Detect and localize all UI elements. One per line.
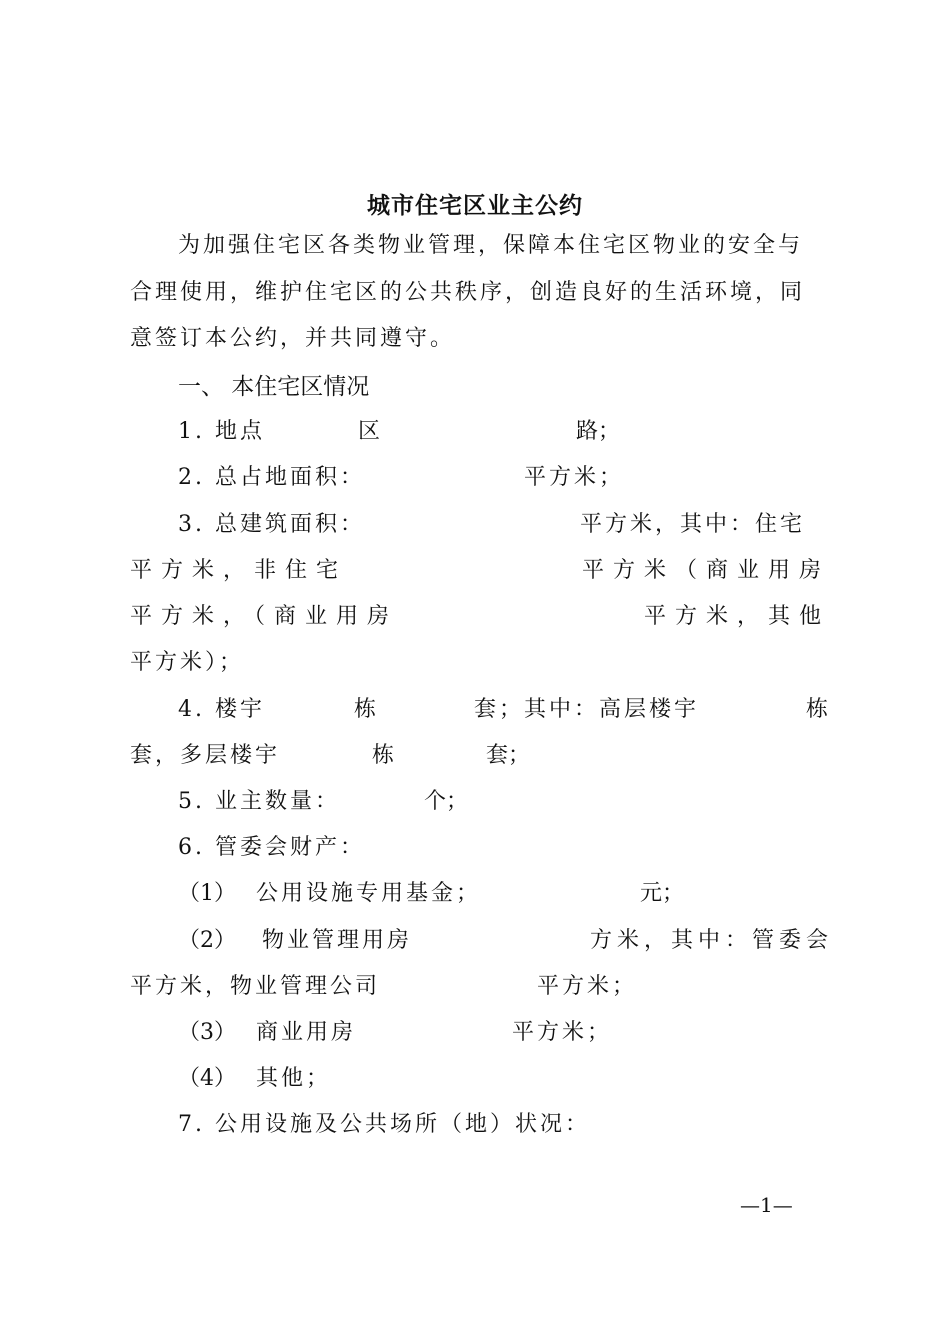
item-6-sub-3-num: （3） xyxy=(178,1020,236,1045)
item-5-unit: 个； xyxy=(424,789,469,814)
item-4-label: 4. 楼宇 xyxy=(178,697,265,722)
section-heading: 一、 本住宅区情况 xyxy=(178,374,370,400)
item-4-tao-mid: 套；其中：高层楼宇 xyxy=(474,697,700,722)
item-4-dong: 栋 xyxy=(354,697,377,722)
item-4-line-2-a: 套，多层楼宇 xyxy=(130,743,281,768)
item-3-line-3 xyxy=(130,603,830,631)
item-3-line-4: 平方米）； xyxy=(130,650,245,675)
item-1-district: 区 xyxy=(358,419,381,444)
item-6-sub-2-line-2-a: 平方米，物业管理公司 xyxy=(130,974,381,999)
intro-line-2: 合理使用，维护住宅区的公共秩序，创造良好的生活环境，同 xyxy=(130,280,806,305)
item-2-unit: 平方米； xyxy=(524,465,625,490)
item-1-label: 1. 地点 xyxy=(178,419,265,444)
item-6-sub-1-unit: 元； xyxy=(640,881,685,906)
item-3-line-3-a: 平方米，（商业用房 xyxy=(130,604,399,629)
item-3-label: 3. 总建筑面积： xyxy=(178,512,365,537)
item-6-sub-4-label: 其他； xyxy=(256,1066,332,1091)
item-6-sub-3-label: 商业用房 xyxy=(256,1020,357,1045)
item-6-sub-2-line-2-b: 平方米； xyxy=(537,974,638,999)
item-6-sub-2-label: 物业管理用房 xyxy=(262,928,413,953)
item-4-dong-2: 栋 xyxy=(806,697,829,722)
item-3-unit: 平方米，其中：住宅 xyxy=(580,512,806,537)
intro-line-1: 为加强住宅区各类物业管理，保障本住宅区物业的安全与 xyxy=(178,233,804,258)
page-number: —1— xyxy=(740,1193,793,1217)
item-2-label: 2. 总占地面积： xyxy=(178,465,365,490)
intro-line-3: 意签订本公约，并共同遵守。 xyxy=(130,326,456,351)
item-3-line-2-a: 平方米，非住宅 xyxy=(130,558,348,583)
item-6-sub-2-num: （2） xyxy=(178,928,236,953)
item-6-sub-1-label: 公用设施专用基金； xyxy=(256,881,482,906)
item-6-sub-1-num: （1） xyxy=(178,881,236,906)
document-title: 城市住宅区业主公约 xyxy=(367,192,583,219)
item-5-label: 5. 业主数量： xyxy=(178,789,340,814)
item-3-line-2-b: 平方米（商业用房 xyxy=(581,558,830,583)
item-4-line-2-tao: 套； xyxy=(486,743,531,768)
item-3-line-2 xyxy=(130,557,830,585)
item-4-line-2-dong: 栋 xyxy=(372,743,395,768)
item-1-road: 路； xyxy=(576,419,621,444)
item-3-line-3-b: 平方米，其他 xyxy=(643,604,830,629)
item-6-sub-2-unit: 方米，其中：管委会 xyxy=(590,928,834,953)
item-6-sub-3-unit: 平方米； xyxy=(512,1020,613,1045)
item-6-sub-4-num: （4） xyxy=(178,1066,236,1091)
item-7-label: 7. 公用设施及公共场所（地）状况： xyxy=(178,1112,590,1137)
item-6-label: 6. 管委会财产： xyxy=(178,835,365,860)
